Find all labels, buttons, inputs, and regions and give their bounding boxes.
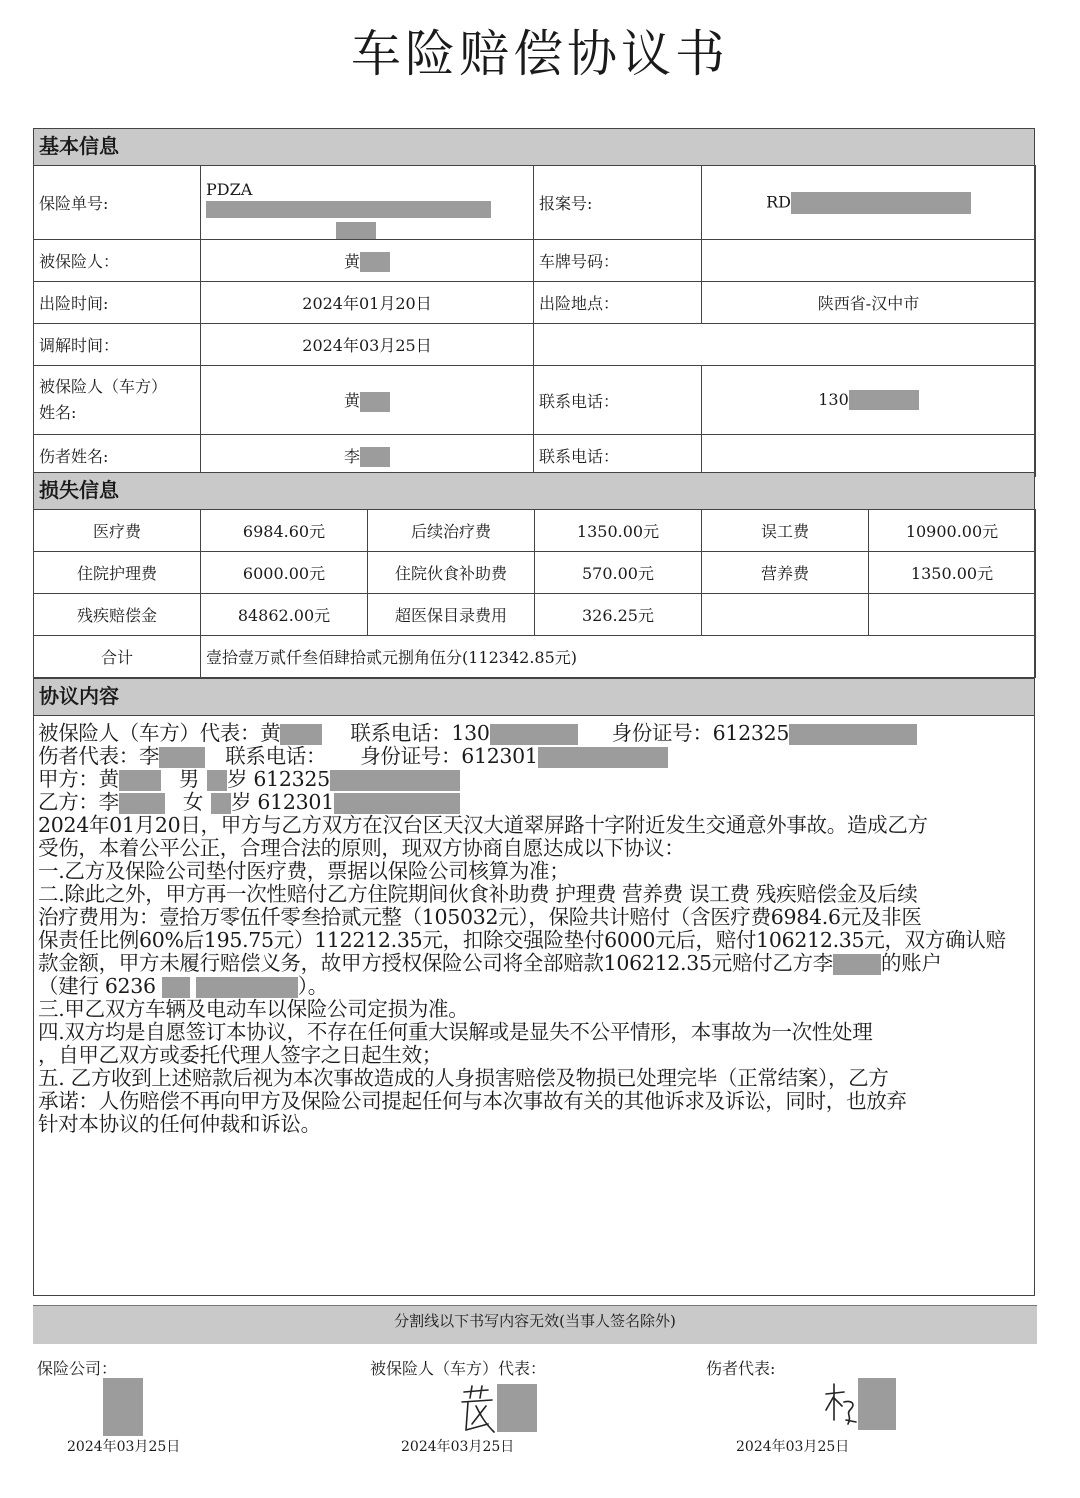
redaction-block: [360, 252, 390, 272]
loss-value: 1350.00元: [535, 510, 702, 552]
redaction-block: [833, 954, 881, 975]
agreement-line: 受伤，本着公平公正，合理合法的原则，现双方协商自愿达成以下协议：: [38, 836, 685, 860]
divider-bar: 分割线以下书写内容无效(当事人签名除外): [33, 1305, 1037, 1344]
driver-signature-label: 被保险人（车方）代表：: [370, 1359, 547, 1378]
insurer-signature-date: 2024年03月25日: [67, 1439, 181, 1455]
loss-label: 误工费: [702, 510, 869, 552]
redaction-block: [196, 977, 298, 998]
agreement-line: [38, 722, 1033, 745]
redaction-block: [280, 724, 322, 745]
redaction-block: [159, 747, 205, 768]
loss-value: 6000.00元: [201, 552, 368, 594]
agreement-line: [38, 975, 1033, 998]
injured-handwritten-signature: [822, 1380, 862, 1432]
driver-name-label-line1: 被保险人（车方）: [39, 377, 168, 396]
redaction-block: [490, 724, 578, 745]
redaction-block: [119, 770, 161, 791]
party-a-text: 甲方：黄: [38, 767, 119, 791]
document-title: 车险赔偿协议书: [351, 25, 729, 83]
loss-value: 1350.00元: [869, 552, 1036, 594]
redaction-block: [207, 770, 227, 791]
driver-name-label: [34, 366, 201, 435]
loss-label: 医疗费: [34, 510, 201, 552]
loss-value: 570.00元: [535, 552, 702, 594]
insured-value: 黄: [343, 251, 360, 271]
accident-place-label: 出险地点：: [534, 282, 702, 324]
accident-time-label: 出险时间:: [34, 282, 201, 324]
insurer-signature-label: 保险公司：: [37, 1359, 118, 1378]
loss-value: 10900.00元: [869, 510, 1036, 552]
redaction-block: [211, 793, 231, 814]
injured-rep-id: 身份证号：612301: [360, 744, 538, 768]
driver-rep-id: 身份证号：612325: [611, 721, 790, 745]
redaction-block: [334, 793, 460, 814]
policy-number-cell: [201, 166, 534, 240]
driver-signature-date: 2024年03月25日: [401, 1439, 515, 1455]
insurer-seal-redaction: [103, 1378, 143, 1436]
redaction-block: [206, 201, 491, 218]
redaction-block: [360, 447, 390, 467]
injured-signature-redaction: [858, 1378, 896, 1430]
accident-time-value: 2024年01月20日: [201, 282, 534, 324]
policy-number-label: 保险单号:: [34, 166, 201, 240]
agreement-header: 协议内容: [33, 678, 1035, 716]
agreement-line: 四.双方均是自愿签订本协议，不存在任何重大误解或是显失不公平情形，本事故为一次性处理: [38, 1020, 873, 1044]
loss-info-table: [33, 509, 1036, 678]
total-label: 合计: [34, 636, 201, 678]
injured-phone-label: 联系电话：: [534, 435, 702, 477]
plate-number-value: [702, 240, 1036, 282]
report-number-label: 报案号:: [534, 166, 702, 240]
injured-name-cell: [201, 435, 534, 477]
driver-name-cell: [201, 366, 534, 435]
driver-signature-redaction: [497, 1384, 537, 1432]
policy-number-value: PDZA: [206, 180, 253, 199]
party-b-gender: 女: [182, 790, 204, 814]
loss-label: 营养费: [702, 552, 869, 594]
driver-handwritten-signature: [458, 1384, 498, 1436]
loss-label: 残疾赔偿金: [34, 594, 201, 636]
party-b-text: 乙方：李: [38, 790, 119, 814]
redaction-block: [360, 392, 390, 412]
injured-signature-label: 伤者代表:: [706, 1359, 776, 1378]
loss-label: 住院伙食补助费: [368, 552, 535, 594]
agreement-line: 针对本协议的任何仲裁和诉讼。: [38, 1112, 321, 1136]
redaction-block: [789, 724, 917, 745]
injured-rep-phone: 联系电话：: [225, 744, 327, 768]
driver-name-value: 黄: [343, 391, 360, 411]
loss-value: 326.25元: [535, 594, 702, 636]
loss-label: 住院护理费: [34, 552, 201, 594]
agreement-line: ，自甲乙双方或委托代理人签字之日起生效；: [38, 1043, 442, 1067]
plate-number-label: 车牌号码：: [534, 240, 702, 282]
agreement-line: 治疗费用为：壹拾万零伍仟零叁拾贰元整（105032元），保险共计赔付（含医疗费6984.6元及非医: [38, 905, 922, 929]
agreement-line: [38, 952, 1033, 975]
report-number-value: RD: [766, 192, 791, 211]
insured-label: 被保险人：: [34, 240, 201, 282]
redaction-block: [791, 192, 971, 214]
injured-phone-value: [702, 435, 1036, 477]
agreement-line: 一.乙方及保险公司垫付医疗费，票据以保险公司核算为准；: [38, 859, 570, 883]
empty-cell: [534, 324, 1036, 366]
injured-name-label: 伤者姓名:: [34, 435, 201, 477]
driver-phone-label: 联系电话：: [534, 366, 702, 435]
agreement-line: 2024年01月20日，甲方与乙方双方在汉台区天汉大道翠屏路十字附近发生交通意外事故。造成乙方: [38, 813, 928, 837]
basic-info-table: [33, 165, 1036, 477]
agreement-line: 三.甲乙双方车辆及电动车以保险公司定损为准。: [38, 997, 469, 1021]
loss-value: 6984.60元: [201, 510, 368, 552]
agreement-line: 保责任比例60%后195.75元）112212.35元，扣除交强险垫付6000元后，赔付106212.35元，双方确认赔: [38, 928, 1006, 952]
agreement-line: [38, 745, 1033, 768]
injured-rep-text: 伤者代表：李: [38, 744, 160, 768]
agreement-line: 五. 乙方收到上述赔款后视为本次事故造成的人身损害赔偿及物损已处理完毕（正常结案），乙方: [38, 1066, 889, 1090]
bank-account-text: （建行 6236: [38, 974, 156, 998]
party-b-id: 岁 612301: [231, 790, 334, 814]
loss-value: [869, 594, 1036, 636]
redaction-block: [538, 747, 668, 768]
driver-phone-cell: [702, 366, 1036, 435]
driver-rep-text: 被保险人（车方）代表：黄: [38, 721, 281, 745]
agreement-line: [38, 768, 1033, 791]
loss-label: 超医保目录费用: [368, 594, 535, 636]
party-a-gender: 男: [178, 767, 200, 791]
payment-text: 款金额，甲方未履行赔偿义务，故甲方授权保险公司将全部赔款106212.35元赔付乙方李: [38, 951, 833, 975]
bank-account-end: ）。: [297, 974, 328, 998]
loss-info-header: 损失信息: [33, 472, 1035, 510]
party-a-id: 岁 612325: [227, 767, 330, 791]
payment-text-end: 的账户: [880, 951, 942, 975]
insured-cell: [201, 240, 534, 282]
redaction-block: [330, 770, 460, 791]
agreement-line: 承诺：人伤赔偿不再向甲方及保险公司提起任何与本次事故有关的其他诉求及诉讼，同时，也放弃: [38, 1089, 907, 1113]
accident-place-value: 陕西省-汉中市: [702, 282, 1036, 324]
basic-info-header: 基本信息: [33, 128, 1035, 166]
redaction-block: [336, 222, 376, 239]
total-value: 壹拾壹万贰仟叁佰肆拾贰元捌角伍分(112342.85元): [201, 636, 1036, 678]
injured-signature-date: 2024年03月25日: [736, 1439, 850, 1455]
loss-label: [702, 594, 869, 636]
loss-value: 84862.00元: [201, 594, 368, 636]
agreement-line: 二.除此之外，甲方再一次性赔付乙方住院期间伙食补助费 护理费 营养费 误工费 残疾赔偿金及后续: [38, 882, 918, 906]
agreement-body: [38, 722, 1033, 1136]
redaction-block: [849, 390, 919, 410]
agreement-line: [38, 791, 1033, 814]
redaction-block: [119, 793, 165, 814]
driver-phone-value: 130: [818, 389, 849, 409]
loss-label: 后续治疗费: [368, 510, 535, 552]
driver-rep-phone: 联系电话：130: [350, 721, 490, 745]
report-number-cell: [702, 166, 1036, 240]
mediation-time-label: 调解时间：: [34, 324, 201, 366]
mediation-time-value: 2024年03月25日: [201, 324, 534, 366]
redaction-block: [162, 977, 190, 998]
driver-name-label-line2: 姓名:: [39, 403, 77, 422]
injured-name-value: 李: [343, 446, 360, 466]
